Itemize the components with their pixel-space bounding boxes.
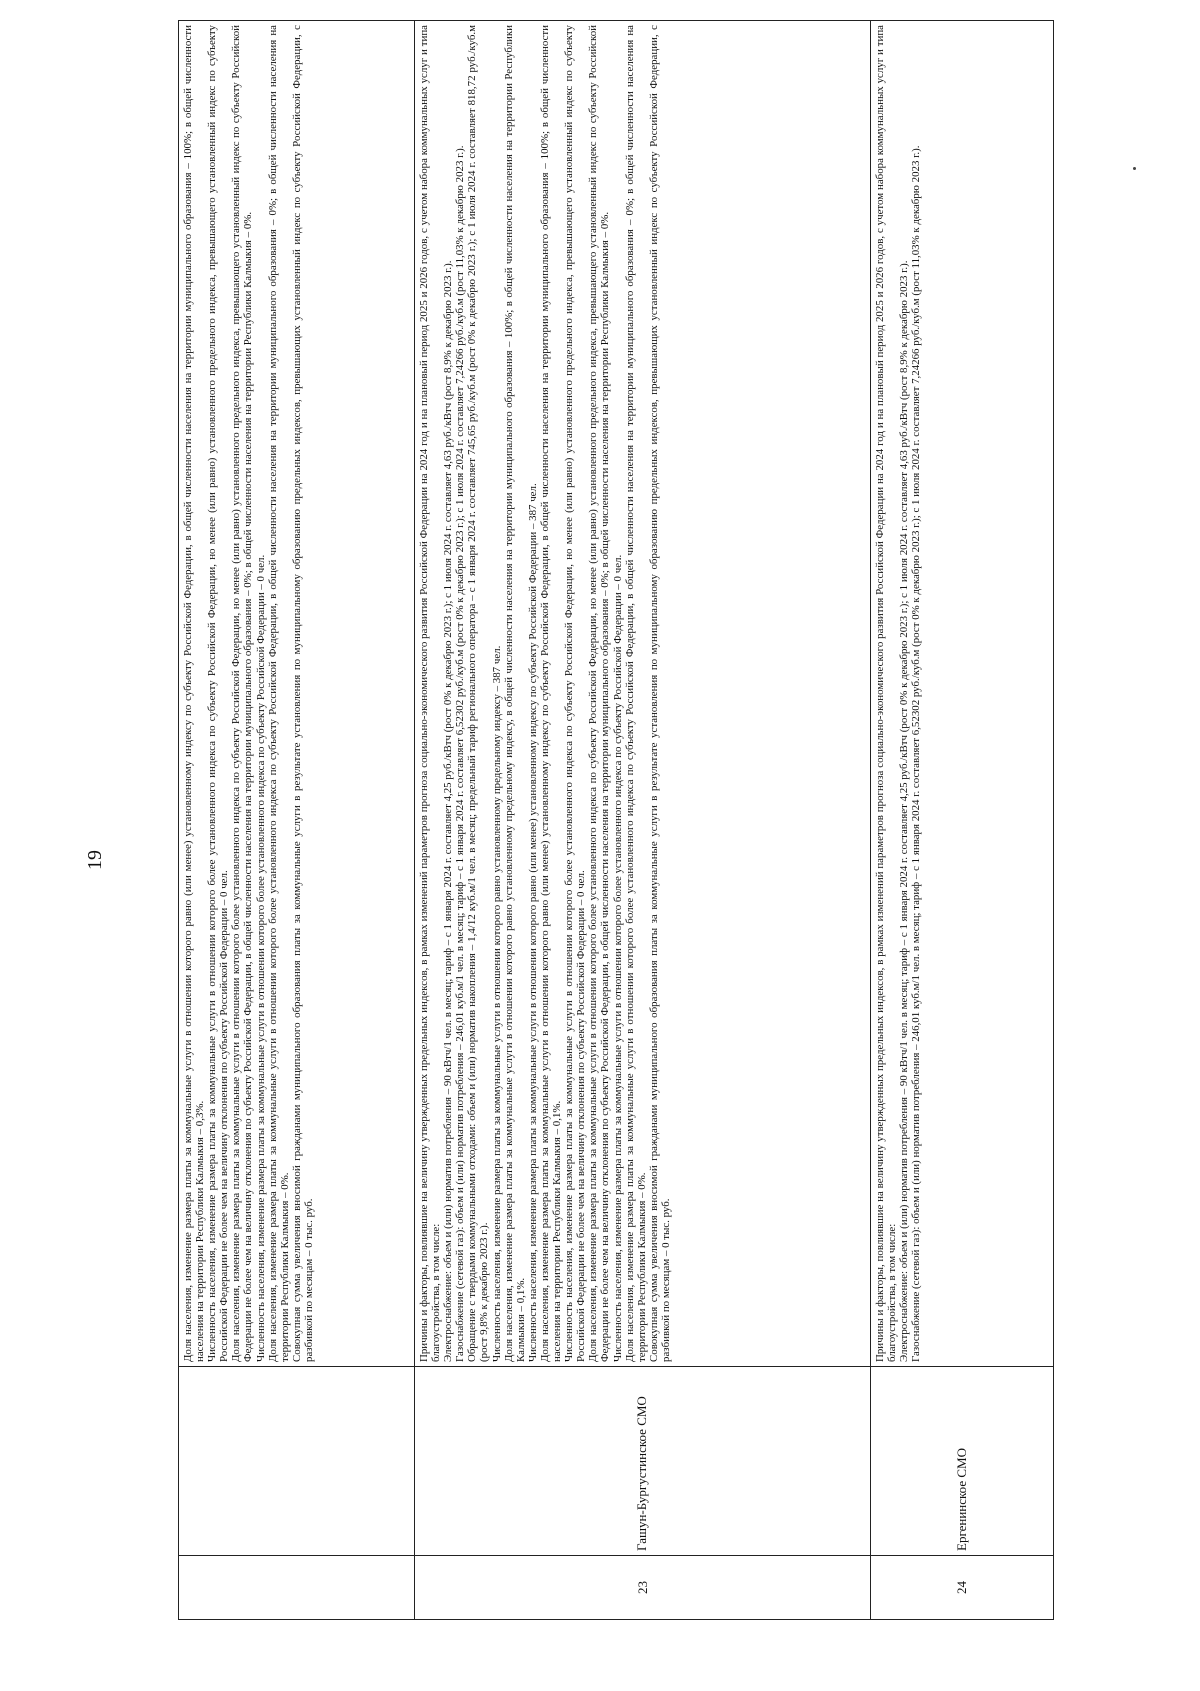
description-line: Электроснабжение: объем и (или) норматив потребления – 90 кВтч/1 чел. в месяц; тариф – с 1 января 2024 г. составляет 4,25 руб./кВтч (рост 0% к декабрю 2023 г.); с 1 июля 2024 г. составляет 4,63 руб./кВтч (рост 8,9% к декабрю 2023 г.). [442,260,455,1362]
description-line: Численность населения, изменение размера платы за коммунальные услуги в отношении которого более установленного индекса по субъекту Российской Федерации – 0 чел. [254,554,267,1362]
description-cell [871,21,1054,1367]
municipality-name-cell [179,1367,415,1556]
description-line: Численность населения, изменение размера платы за коммунальные услуги в отношении которого более установленного индекса по субъекту Российской Федерации, но менее (или равно) установленного предельного индекса, превышающего установленный индекс по субъекту Российской Федерации не более чем на величину отклонения по субъекту Российской Федерации – 0 чел. [206,25,231,1362]
row-number-cell: 23 [415,1556,871,1620]
row-number-cell [179,1556,415,1620]
description-line: Причины и факторы, повлиявшие на величину утвержденных предельных индексов, в рамках изменений параметров прогноза социально-экономического развития Российской Федерации на 2024 год и на плановый период 2025 и 2026 годов, с учетом набора коммунальных услуг и типа благоустройства, в том числе: [874,25,899,1362]
description-line: Доля населения, изменение размера платы за коммунальные услуги в отношении которого равно (или менее) установленному индексу по субъекту Российской Федерации, в общей численности населения на территории муниципального образования – 100%; в общей численности населения на территории Республики Калмыкия – 0,1%. [538,25,564,1362]
table-row [871,21,1054,1620]
page-number: 19 [84,850,106,870]
description-line: Доля населения, изменение размера платы за коммунальные услуги в отношении которого более установленного индекса по субъекту Российской Федерации, но менее (или равно) установленного предельного индекса, превышающего установленный индекс по субъекту Российской Федерации не более чем на величину отклонения по субъекту Российской Федерации, в общей численности населения на территории муниципального образования – 0%; в общей численности населения на территории Республики Калмыкия – 0%. [587,25,612,1362]
description-line: Обращение с твердыми коммунальными отходами: объем и (или) норматив накопления – 1,4/12 куб.м/1 чел. в месяц; предельный тариф регионального оператора – с 1 января 2024 г. составляет 745,65 руб./куб.м (рост 0% к декабрю 2023 г.); с 1 июля 2024 г. составляет 818,72 руб./куб.м (рост 9,8% к декабрю 2023 г.). [466,25,491,1362]
scan-speck [1133,167,1136,170]
description-line: Совокупная сумма увеличения вносимой гражданами муниципального образования платы за коммунальные услуги в результате установления по муниципальному образованию предельных индексов, превышающих установленный индекс по субъекту Российской Федерации, с разбивкой по месяцам – 0 тыс. руб. [647,25,672,1362]
description-line: Газоснабжение (сетевой газ): объем и (или) норматив потребления – 246,01 куб.м/1 чел. в месяц; тариф – с 1 января 2024 г. составляет 6,52302 руб./куб.м (рост 0% к декабрю 2023 г.); с 1 июля 2024 г. составляет 7,24266 руб./куб.м (рост 11,03% к декабрю 2023 г.). [910,145,923,1362]
description-line: Доля населения, изменение размера платы за коммунальные услуги в отношении которого более установленного индекса по субъекту Российской Федерации, но менее (или равно) установленного предельного индекса, превышающего установленный индекс по субъекту Российской Федерации не более чем на величину отклонения по субъекту Российской Федерации, в общей численности населения на территории муниципального образования – 0%; в общей численности населения на территории Республики Калмыкия – 0%. [230,25,255,1362]
municipality-name-cell: Гашун-Бургустинское СМО [415,1367,871,1556]
description-line: Численность населения, изменение размера платы за коммунальные услуги в отношении которого равно установленному предельному индексу – 387 чел. [490,645,503,1362]
description-line: Численность населения, изменение размера платы за коммунальные услуги в отношении которого равно (или менее) установленному индексу по субъекту Российской Федерации – 387 чел. [526,483,539,1362]
table-row [179,21,415,1620]
indices-table [178,20,1054,1620]
description-line: Численность населения, изменение размера платы за коммунальные услуги в отношении которого более установленного индекса по субъекту Российской Федерации, но менее (или равно) установленного предельного индекса, превышающего установленный индекс по субъекту Российской Федерации не более чем на величину отклонения по субъекту Российской Федерации – 0 чел. [563,25,588,1362]
row-number-cell: 24 [871,1556,1054,1620]
indices-table-wrapper [178,20,1053,1620]
table-row [415,21,871,1620]
description-line: Доля населения, изменение размера платы за коммунальные услуги в отношении которого более установленного индекса по субъекту Российской Федерации, в общей численности населения на территории муниципального образования – 0%; в общей численности населения на территории Республики Калмыкия – 0%. [266,25,291,1362]
description-line: Газоснабжение (сетевой газ): объем и (или) норматив потребления – 246,01 куб.м/1 чел. в месяц; тариф – с 1 января 2024 г. составляет 6,52302 руб./куб.м (рост 0% к декабрю 2023 г.); с 1 июля 2024 г. составляет 7,24266 руб./куб.м (рост 11,03% к декабрю 2023 г.). [454,145,467,1362]
description-line: Доля населения, изменение размера платы за коммунальные услуги в отношении которого равно установленному предельному индексу, в общей численности населения на территории муниципального образования – 100%; в общей численности населения на территории Республики Калмыкия – 0,1%. [502,25,527,1362]
description-cell [415,21,871,1367]
description-line: Причины и факторы, повлиявшие на величину утвержденных предельных индексов, в рамках изменений параметров прогноза социально-экономического развития Российской Федерации на 2024 год и на плановый период 2025 и 2026 годов, с учетом набора коммунальных услуг и типа благоустройства, в том числе: [418,25,443,1362]
municipality-name-cell: Ергенинское СМО [871,1367,1054,1556]
description-line: Доля населения, изменение размера платы за коммунальные услуги в отношении которого более установленного индекса по субъекту Российской Федерации, в общей численности населения на территории муниципального образования – 0%; в общей численности населения на территории Республики Калмыкия – 0%. [623,25,648,1362]
description-line: Численность населения, изменение размера платы за коммунальные услуги в отношении которого более установленного индекса по субъекту Российской Федерации – 0 чел. [611,554,624,1362]
description-line: Совокупная сумма увеличения вносимой гражданами муниципального образования платы за коммунальные услуги в результате установления по муниципальному образованию предельных индексов, превышающих установленный индекс по субъекту Российской Федерации, с разбивкой по месяцам – 0 тыс. руб. [290,25,315,1362]
description-line: Доля населения, изменение размера платы за коммунальные услуги в отношении которого равно (или менее) установленному индексу по субъекту Российской Федерации, в общей численности населения на территории муниципального образования – 100%; в общей численности населения на территории Республики Калмыкия – 0,3%. [182,25,207,1362]
description-line: Электроснабжение: объем и (или) норматив потребления – 90 кВтч/1 чел. в месяц; тариф – с 1 января 2024 г. составляет 4,25 руб./кВтч (рост 0% к декабрю 2023 г.); с 1 июля 2024 г. составляет 4,63 руб./кВтч (рост 8,9% к декабрю 2023 г.). [898,260,911,1362]
description-cell [179,21,415,1367]
